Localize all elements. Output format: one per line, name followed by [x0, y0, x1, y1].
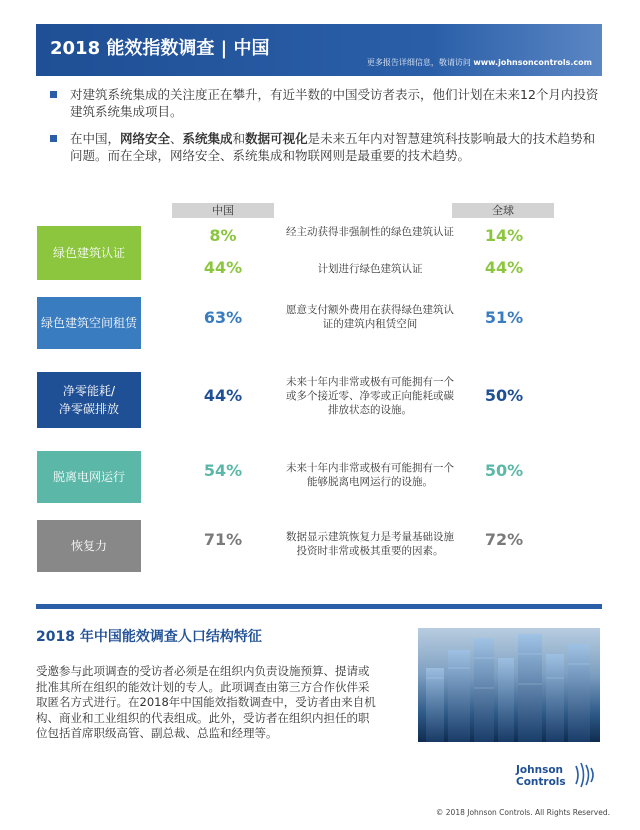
category-line: 净零能耗/: [62, 384, 116, 398]
china-value: 71%: [203, 530, 243, 549]
global-value: 14%: [484, 226, 524, 245]
key-findings: [50, 86, 605, 174]
row-description: 计划进行绿色建筑认证: [317, 263, 423, 275]
logo-line: Johnson: [516, 764, 564, 776]
column-header-global: 全球: [452, 203, 554, 218]
china-value: 44%: [203, 258, 243, 277]
row-description: 未来十年内非常或极有可能拥有一个或多个接近零、净零或正向能耗或碳排放状态的设施。: [286, 376, 454, 416]
bullet-text-pre: 在中国，: [70, 131, 121, 146]
website-prefix: 更多报告详细信息，敬请访问: [366, 58, 474, 67]
header-banner: [36, 24, 602, 76]
bullet-square-icon: [50, 135, 57, 142]
china-value: 44%: [203, 386, 243, 405]
city-buildings-image: [418, 628, 600, 742]
logo-text: [516, 764, 566, 788]
bullet-sep: 和: [232, 131, 246, 146]
website-link[interactable]: www.johnsoncontrols.com: [473, 58, 592, 67]
bullet-bold: 系统集成: [182, 131, 233, 146]
row-description: 愿意支付额外费用在获得绿色建筑认证的建筑内租赁空间: [286, 304, 454, 330]
section-body: 受邀参与此项调查的受访者必须是在组织内负责设施预算、提请或批准其所在组织的能效计划的专人。此项调查由第三方合作伙伴采取匿名方式进行。在2018年中国能效指数调查中，受访者由来自机构、商业和工业组织的代表组成。此外，受访者在组织内担任的职位包括首席职级高管、副总裁、总监和经理等。: [36, 664, 376, 740]
global-value: 51%: [484, 308, 524, 327]
bullet-sep: 、: [170, 131, 183, 146]
row-description: 数据显示建筑恢复力是考量基础设施投资时非常或极其重要的因素。: [286, 531, 454, 557]
global-value: 44%: [484, 258, 524, 277]
bullet-text: 对建筑系统集成的关注度正在攀升，有近半数的中国受访者表示，他们计划在未来12个月内投资建筑系统集成项目。: [70, 87, 599, 119]
category-green-certification: 绿色建筑认证: [37, 226, 141, 280]
china-value: 54%: [203, 461, 243, 480]
bullet-bold: 网络安全: [120, 131, 171, 146]
bullet-item: [50, 86, 605, 120]
copyright-text: © 2018 Johnson Controls. All Rights Reserved.: [435, 808, 610, 817]
bullet-item: [50, 130, 605, 164]
category-resilience: 恢复力: [37, 520, 141, 572]
bullet-bold: 数据可视化: [245, 131, 308, 146]
page-title: 2018 能效指数调查 | 中国: [50, 38, 270, 59]
china-value: 63%: [203, 308, 243, 327]
category-line: 净零碳排放: [58, 402, 119, 416]
global-value: 50%: [484, 386, 524, 405]
johnson-controls-logo: [516, 760, 606, 792]
section-divider: [36, 604, 602, 609]
china-value: 8%: [209, 226, 237, 245]
category-green-leasing: 绿色建筑空间租赁: [37, 297, 141, 349]
global-value: 72%: [484, 530, 524, 549]
row-description: 未来十年内非常或极有可能拥有一个能够脱离电网运行的设施。: [286, 462, 454, 488]
row-description: 经主动获得非强制性的绿色建筑认证: [286, 226, 454, 238]
bullet-square-icon: [50, 91, 57, 98]
logo-swirl-icon: [570, 760, 600, 790]
website-note: [367, 57, 592, 68]
category-off-grid: 脱离电网运行: [37, 451, 141, 503]
logo-line: Controls: [516, 776, 566, 788]
column-header-china: 中国: [172, 203, 274, 218]
global-value: 50%: [484, 461, 524, 480]
bullet-text-post: 是未来五年内对智慧建筑科技影响最大的技术趋势和问题。而在全球，网络安全、系统集成和物联网则是最重要的技术趋势。: [70, 131, 596, 163]
section-title: 2018 年中国能效调查人口结构特征: [36, 629, 262, 645]
category-net-zero: [37, 372, 141, 428]
